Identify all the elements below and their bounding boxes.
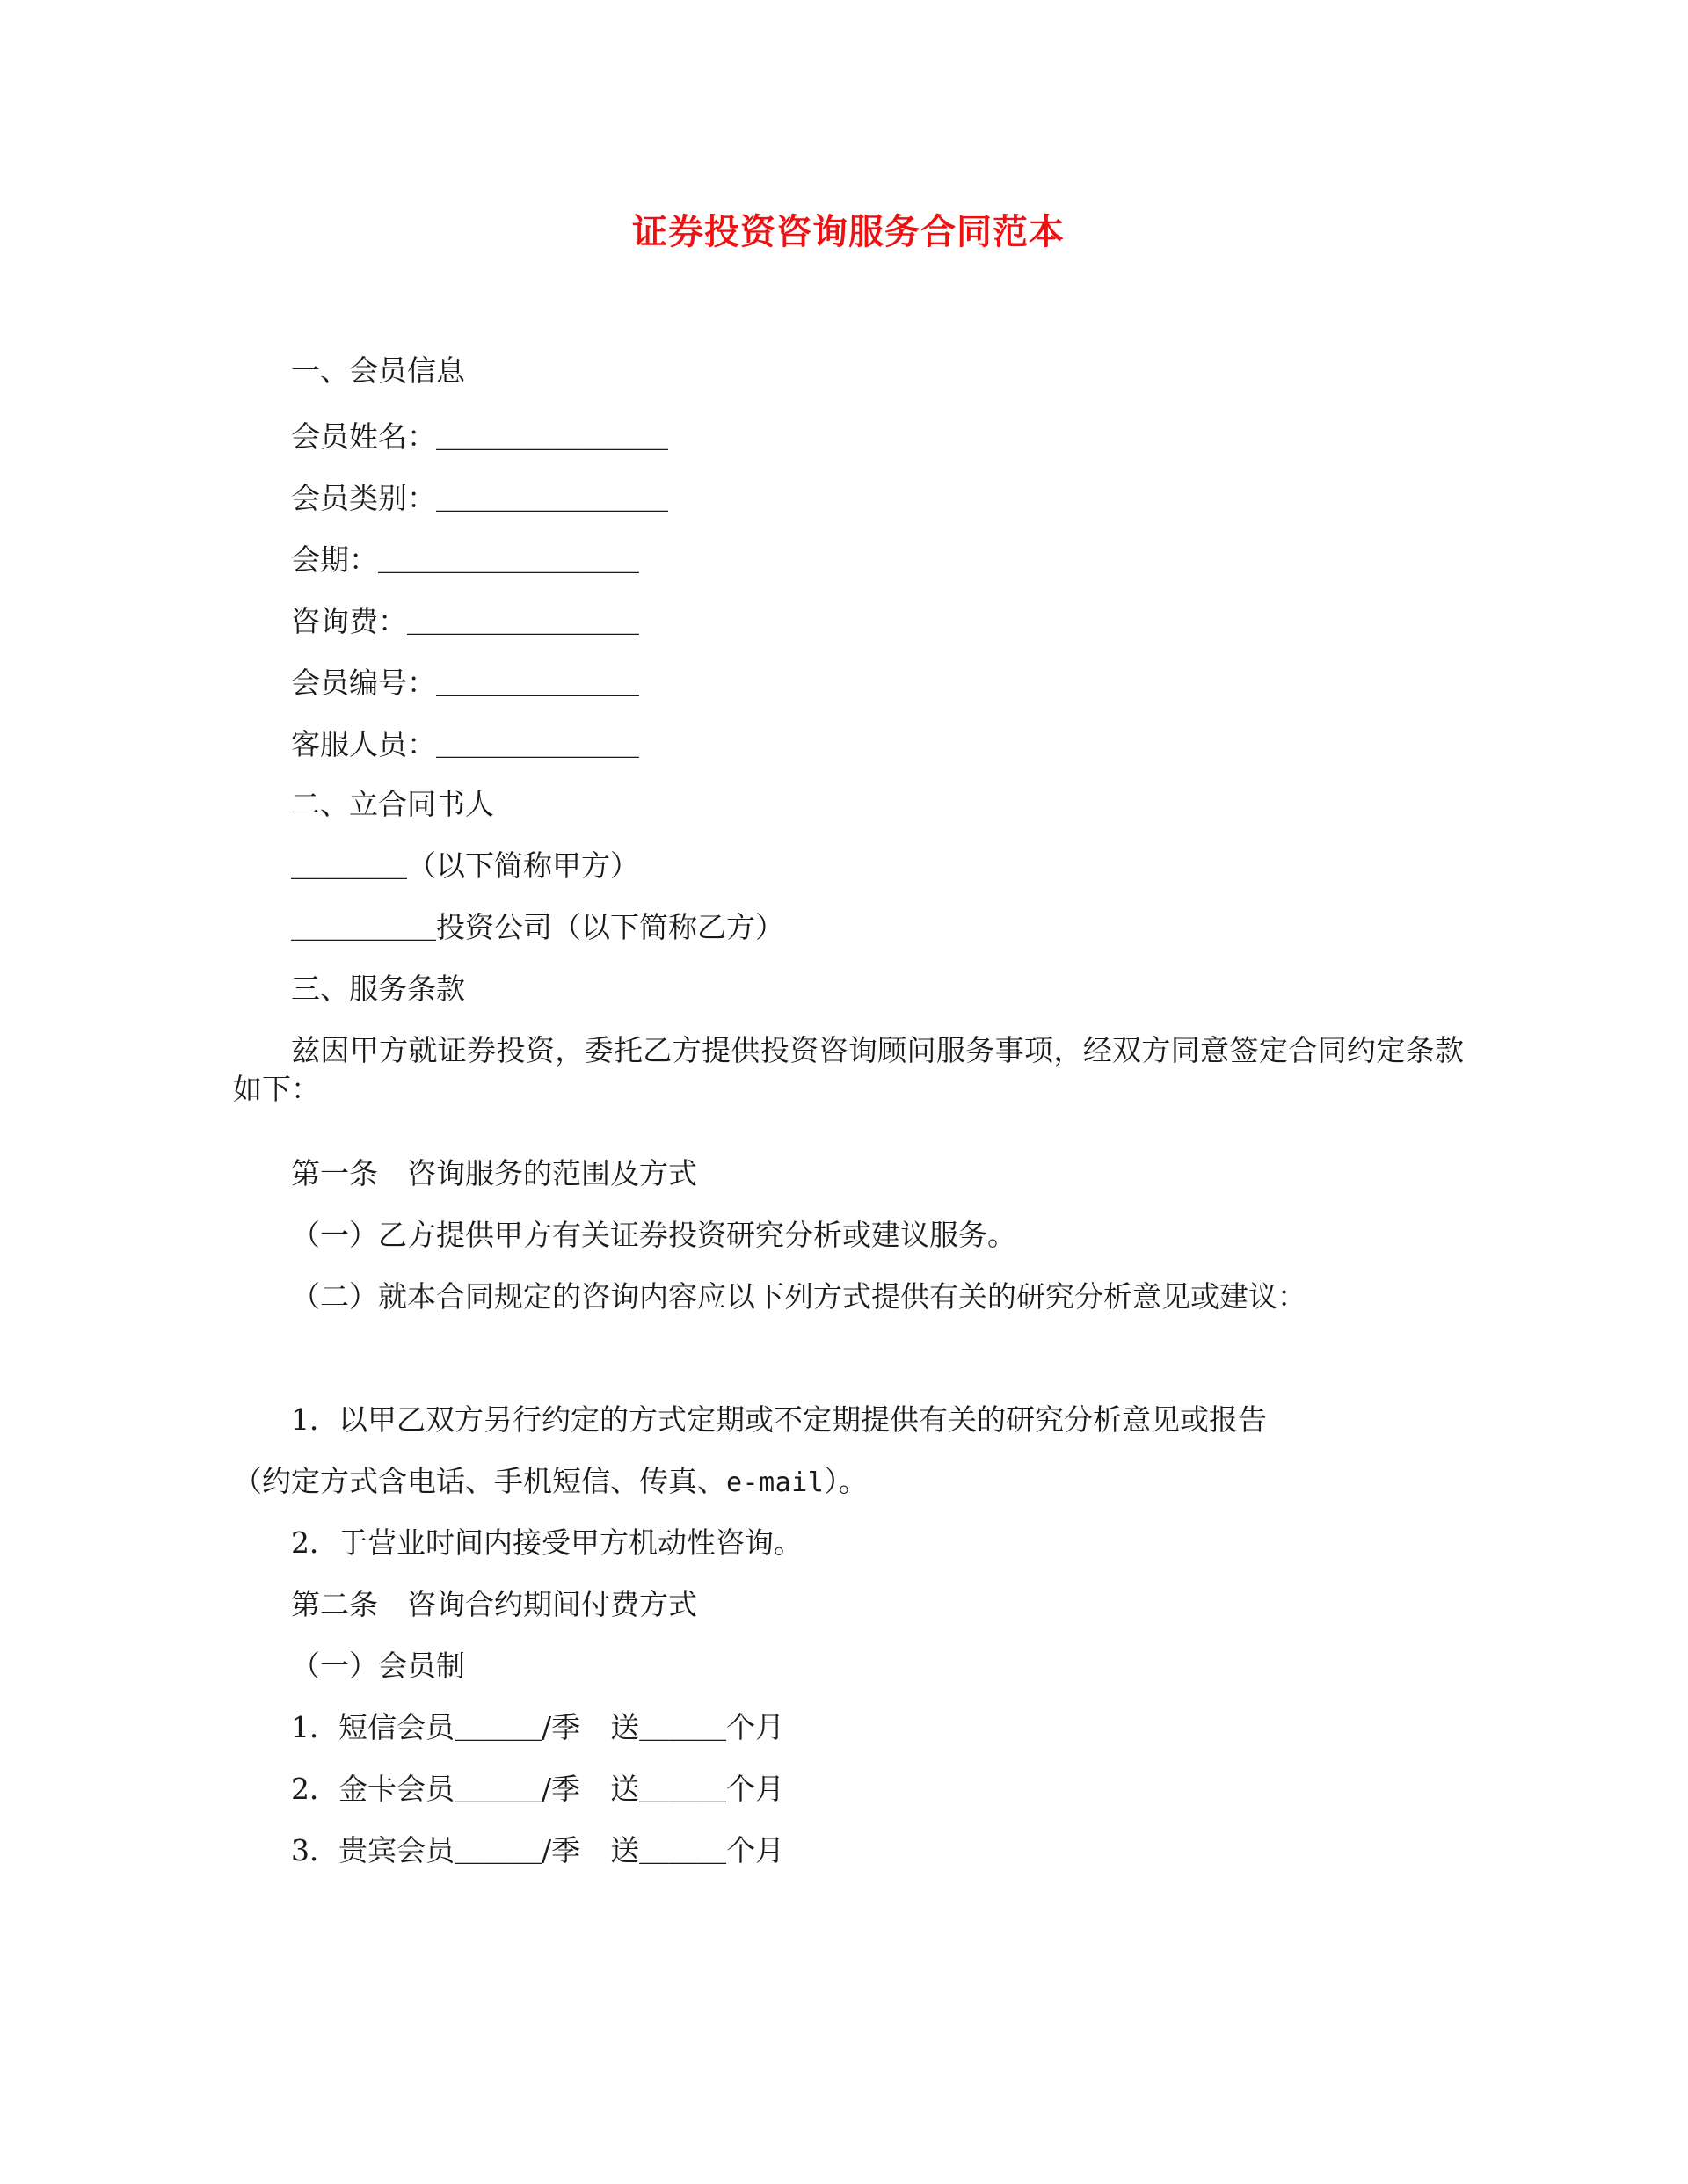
field-blank[interactable]: ＿＿＿＿＿＿＿ (436, 666, 639, 700)
article-1-item-1-line-b (233, 1462, 1464, 1503)
field-blank[interactable]: ＿＿＿＿＿＿＿＿ (436, 419, 668, 454)
article-1-item-2: 2．于营业时间内接受甲方机动性咨询。 (291, 1525, 803, 1560)
field-label: 会期： (291, 542, 378, 577)
article-1-clause-2: （二）就本合同规定的咨询内容应以下列方式提供有关的研究分析意见或建议： (291, 1279, 1306, 1314)
field-label: 会员姓名： (291, 419, 436, 454)
tier-gift-label: 送 (610, 1833, 640, 1867)
page-title: 证券投资咨询服务合同范本 (632, 211, 1065, 252)
tier-price-blank[interactable]: ＿＿＿ (455, 1772, 542, 1806)
tier-unit: /季 (542, 1772, 581, 1806)
tier-name: 贵宾会员 (338, 1833, 455, 1867)
article-1-item-1-line-a: 1．以甲乙双方另行约定的方式定期或不定期提供有关的研究分析意见或报告 (291, 1402, 1267, 1437)
tier-gift-label: 送 (610, 1772, 640, 1806)
item-1b-text-post: ）。 (824, 1464, 868, 1498)
article-1-clause-1: （一）乙方提供甲方有关证券投资研究分析或建议服务。 (291, 1218, 1016, 1252)
party-b-line[interactable]: ＿＿＿＿＿投资公司（以下简称乙方） (291, 910, 784, 944)
section-heading-contracting-parties: 二、立合同书人 (291, 787, 494, 821)
field-label: 会员类别： (291, 481, 436, 515)
field-customer-service-staff (233, 725, 1522, 764)
membership-tier-row (233, 1831, 1522, 1870)
membership-tier-row (233, 1708, 1522, 1747)
field-member-name (233, 418, 1522, 456)
email-keyword: e-mail (726, 1467, 825, 1498)
tier-name: 短信会员 (338, 1710, 455, 1744)
tier-gift-unit: 个月 (726, 1772, 785, 1806)
tier-unit: /季 (542, 1833, 581, 1867)
field-label: 会员编号： (291, 666, 436, 700)
field-blank[interactable]: ＿＿＿＿＿＿＿＿ (436, 481, 668, 515)
tier-gift-blank[interactable]: ＿＿＿ (639, 1772, 727, 1806)
tier-gift-blank[interactable]: ＿＿＿ (639, 1710, 727, 1744)
tier-unit: /季 (542, 1710, 581, 1744)
tier-gift-blank[interactable]: ＿＿＿ (639, 1833, 727, 1867)
tier-index: 2． (291, 1772, 338, 1806)
field-blank[interactable]: ＿＿＿＿＿＿＿ (436, 727, 639, 761)
article-2-clause-1: （一）会员制 (291, 1649, 465, 1683)
tier-gift-label: 送 (610, 1710, 640, 1744)
tier-name: 金卡会员 (338, 1772, 455, 1806)
section-heading-service-terms: 三、服务条款 (291, 972, 465, 1006)
tier-gift-unit: 个月 (726, 1833, 785, 1867)
party-a-line[interactable]: ＿＿＿＿（以下简称甲方） (291, 848, 639, 883)
field-member-category (233, 479, 1522, 518)
field-member-number (233, 664, 1522, 703)
field-consulting-fee (233, 602, 1522, 641)
field-label: 客服人员： (291, 727, 436, 761)
item-1b-text-pre: （约定方式含电话、手机短信、传真、 (233, 1464, 726, 1498)
service-terms-preamble: 兹因甲方就证券投资，委托乙方提供投资咨询顾问服务事项，经双方同意签定合同约定条款如下： (233, 1033, 1464, 1106)
tier-price-blank[interactable]: ＿＿＿ (455, 1833, 542, 1867)
section-heading-member-info: 一、会员信息 (291, 353, 465, 388)
membership-tier-row (233, 1770, 1522, 1809)
field-label: 咨询费： (291, 604, 407, 638)
article-2-title: 第二条 咨询合约期间付费方式 (291, 1587, 697, 1621)
tier-index: 3． (291, 1833, 338, 1867)
field-membership-period (233, 541, 1522, 579)
tier-index: 1． (291, 1710, 338, 1744)
tier-price-blank[interactable]: ＿＿＿ (455, 1710, 542, 1744)
tier-gift-unit: 个月 (726, 1710, 785, 1744)
field-blank[interactable]: ＿＿＿＿＿＿＿＿＿ (378, 542, 639, 577)
field-blank[interactable]: ＿＿＿＿＿＿＿＿ (407, 604, 639, 638)
article-1-title: 第一条 咨询服务的范围及方式 (291, 1156, 697, 1190)
